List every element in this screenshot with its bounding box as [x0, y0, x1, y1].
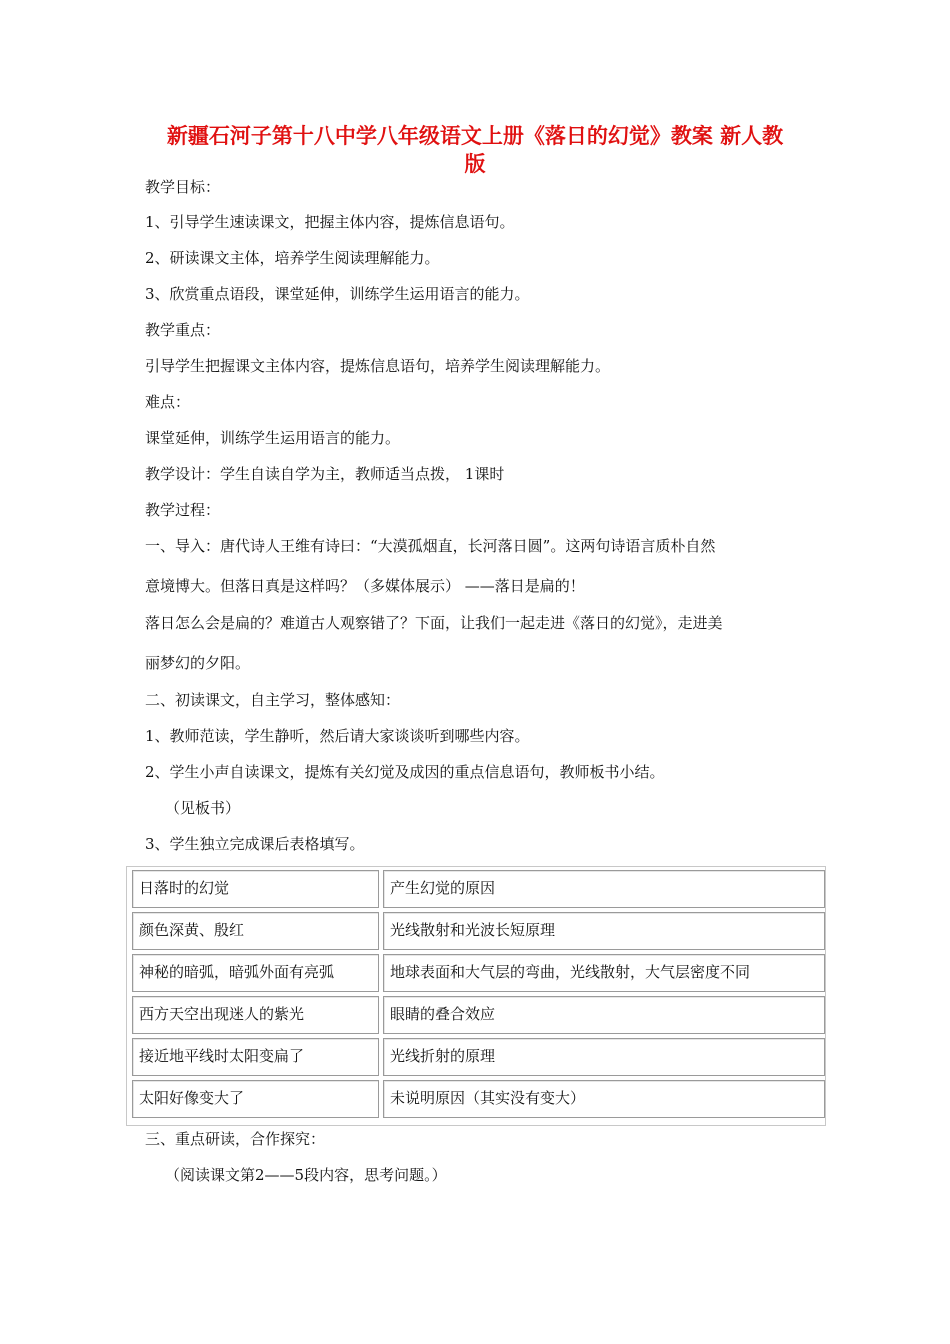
section-3-heading: 三、重点研读，合作探究： — [145, 1130, 326, 1148]
section-2-heading: 二、初读课文，自主学习，整体感知： — [145, 691, 401, 709]
table-row — [130, 1038, 822, 1076]
table-cell: 眼睛的叠合效应 — [383, 996, 825, 1034]
table-cell: 神秘的暗弧，暗弧外面有亮弧 — [132, 954, 379, 992]
illusion-table — [126, 866, 826, 1126]
table-cell: 太阳好像变大了 — [132, 1080, 379, 1118]
table-cell: 接近地平线时太阳变扁了 — [132, 1038, 379, 1076]
difficulty-text: 课堂延伸，训练学生运用语言的能力。 — [145, 429, 401, 447]
design-line: 教学设计：学生自读自学为主，教师适当点拨， 1课时 — [145, 465, 505, 483]
title-line-2: 版 — [464, 152, 486, 176]
section-2-item-2: 2、学生小声自读课文，提炼有关幻觉及成因的重点信息语句，教师板书小结。 — [145, 763, 665, 781]
intro-line-4: 丽梦幻的夕阳。 — [145, 654, 251, 672]
intro-line-1: 一、导入：唐代诗人王维有诗曰：“大漠孤烟直，长河落日圆”。这两句诗语言质朴自然 — [145, 537, 716, 555]
title-line-1: 新疆石河子第十八中学八年级语文上册《落日的幻觉》教案 新人教 — [166, 124, 784, 148]
difficulty-heading: 难点： — [145, 393, 191, 411]
table-cell: 产生幻觉的原因 — [383, 870, 825, 908]
section-3-note: （阅读课文第2——5段内容，思考问题。） — [165, 1166, 447, 1184]
intro-line-2: 意境博大。但落日真是这样吗？（多媒体展示） ——落日是扁的！ — [145, 577, 585, 595]
board-note: （见板书） — [165, 799, 241, 817]
objective-1: 1、引导学生速读课文，把握主体内容，提炼信息语句。 — [145, 213, 515, 231]
section-2-item-1: 1、教师范读，学生静听，然后请大家谈谈听到哪些内容。 — [145, 727, 530, 745]
table-cell: 地球表面和大气层的弯曲，光线散射，大气层密度不同 — [383, 954, 825, 992]
key-points-text: 引导学生把握课文主体内容，提炼信息语句，培养学生阅读理解能力。 — [145, 357, 611, 375]
objective-3: 3、欣赏重点语段，课堂延伸，训练学生运用语言的能力。 — [145, 285, 530, 303]
objective-2: 2、研读课文主体，培养学生阅读理解能力。 — [145, 249, 440, 267]
key-points-heading: 教学重点： — [145, 321, 221, 339]
objectives-heading: 教学目标： — [145, 178, 221, 196]
table-row — [130, 996, 822, 1034]
table-cell: 未说明原因（其实没有变大） — [383, 1080, 825, 1118]
table-row — [130, 1080, 822, 1118]
document-title — [130, 122, 820, 178]
table-cell: 光线散射和光波长短原理 — [383, 912, 825, 950]
table-row — [130, 954, 822, 992]
table-cell: 西方天空出现迷人的紫光 — [132, 996, 379, 1034]
table-row — [130, 912, 822, 950]
section-2-item-3: 3、学生独立完成课后表格填写。 — [145, 835, 365, 853]
table-row — [130, 870, 822, 908]
table-cell: 日落时的幻觉 — [132, 870, 379, 908]
process-heading: 教学过程： — [145, 501, 221, 519]
table-cell: 颜色深黄、殷红 — [132, 912, 379, 950]
intro-line-3: 落日怎么会是扁的？难道古人观察错了？下面，让我们一起走进《落日的幻觉》，走进美 — [145, 614, 723, 632]
table-cell: 光线折射的原理 — [383, 1038, 825, 1076]
